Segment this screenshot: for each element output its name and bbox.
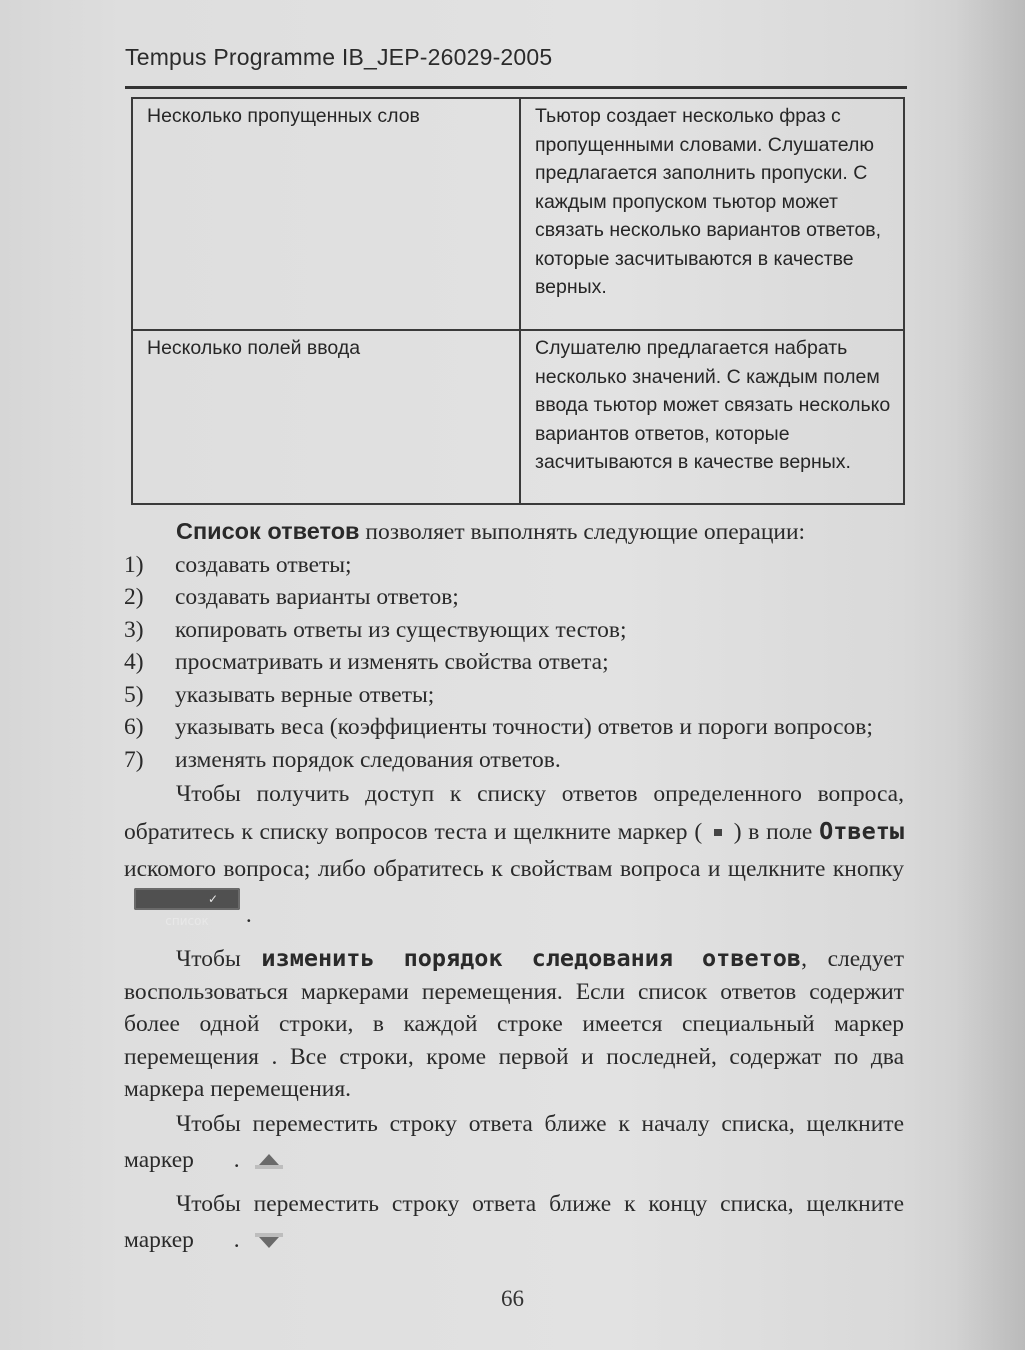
answer-types-table [131, 97, 905, 505]
list-number: 5) [124, 681, 144, 708]
list-marker-icon [709, 825, 727, 841]
move-down-arrow-icon[interactable] [200, 1227, 234, 1249]
access-text-3: искомого вопроса; либо обратитесь к свойствам вопроса и щелкните кнопку [124, 856, 904, 882]
access-text-2: ) в поле [733, 819, 820, 845]
spacer [124, 1178, 904, 1186]
move-up-end: . [233, 1146, 240, 1173]
list-item [124, 646, 904, 679]
list-item [124, 679, 904, 712]
list-number: 7) [124, 746, 144, 773]
order-text-1: Чтобы [176, 946, 262, 972]
list-item-text: указывать веса (коэффициенты точности) ответов и пороги вопросов; [175, 714, 873, 740]
list-number: 4) [124, 649, 144, 675]
spacer [124, 934, 904, 942]
answers-field-name: Ответы [819, 817, 905, 845]
list-item [124, 614, 904, 647]
intro-bold: Список ответов [176, 518, 360, 544]
list-number: 3) [124, 616, 144, 643]
move-up-arrow-icon[interactable] [200, 1147, 234, 1169]
operations-list [124, 549, 904, 777]
page-edge-shadow [955, 0, 1025, 1350]
move-up-text: Чтобы переместить строку ответа ближе к началу списка, щелкните маркер [124, 1110, 904, 1173]
list-item-text: указывать верные ответы; [175, 681, 435, 708]
list-item-text: изменять порядок следования ответов. [175, 746, 561, 773]
move-down-end: . [233, 1226, 240, 1253]
access-paragraph [124, 776, 904, 934]
body-text [124, 515, 904, 1258]
order-text-2: , следует воспользоваться маркерами перемещения. Если список ответов содержит более одной строки, в каждой строке имеется специальный маркер перемещения . Все строки, кроме первой и последней, содержат по два маркера перемещения. [124, 946, 905, 1102]
list-item [124, 549, 904, 582]
list-item [124, 744, 904, 777]
list-item [124, 711, 904, 744]
table-cell-term: Несколько полей ввода [132, 330, 520, 504]
list-item-text: создавать ответы; [175, 551, 352, 578]
intro-text: позволяет выполнять следующие операции: [359, 519, 806, 545]
table-cell-description: Слушателю предлагается набрать несколько значений. С каждым полем ввода тьютор может связать несколько вариантов ответов, которые засчитываются в качестве верных. [520, 330, 904, 504]
list-item [124, 581, 904, 614]
move-down-paragraph [124, 1186, 904, 1258]
move-down-text: Чтобы переместить строку ответа ближе к концу списка, щелкните маркер [124, 1190, 904, 1253]
page-number: 66 [501, 1286, 524, 1311]
header-rule [125, 86, 907, 89]
list-item-text: копировать ответы из существующих тестов; [175, 616, 627, 643]
list-item-text: просматривать и изменять свойства ответа; [175, 649, 609, 675]
running-head: Tempus Programme IB_JEP-26029-2005 [125, 44, 553, 70]
table-row [132, 98, 904, 330]
list-number: 2) [124, 584, 144, 610]
move-up-paragraph [124, 1106, 904, 1178]
list-item-text: создавать варианты ответов; [175, 584, 459, 610]
access-text-1: Чтобы получить доступ к списку ответов определенного вопроса, обратитесь к списку вопросов теста и щелкните маркер ( [124, 781, 904, 845]
list-number: 1) [124, 551, 144, 578]
list-number: 6) [124, 714, 144, 740]
list-button[interactable]: ✓ список [134, 888, 240, 910]
table-cell-term: Несколько пропущенных слов [132, 98, 520, 330]
table-cell-description: Тьютор создает несколько фраз с пропущенными словами. Слушателю предлагается заполнить пропуски. С каждым пропуском тьютор может связать несколько вариантов ответов, которые засчитываются в качестве верных. [520, 98, 904, 330]
intro-paragraph [124, 515, 904, 549]
order-bold: изменить порядок следования ответов [261, 944, 802, 972]
access-end: . [245, 902, 252, 928]
table-row [132, 330, 904, 504]
order-paragraph [124, 942, 904, 1106]
